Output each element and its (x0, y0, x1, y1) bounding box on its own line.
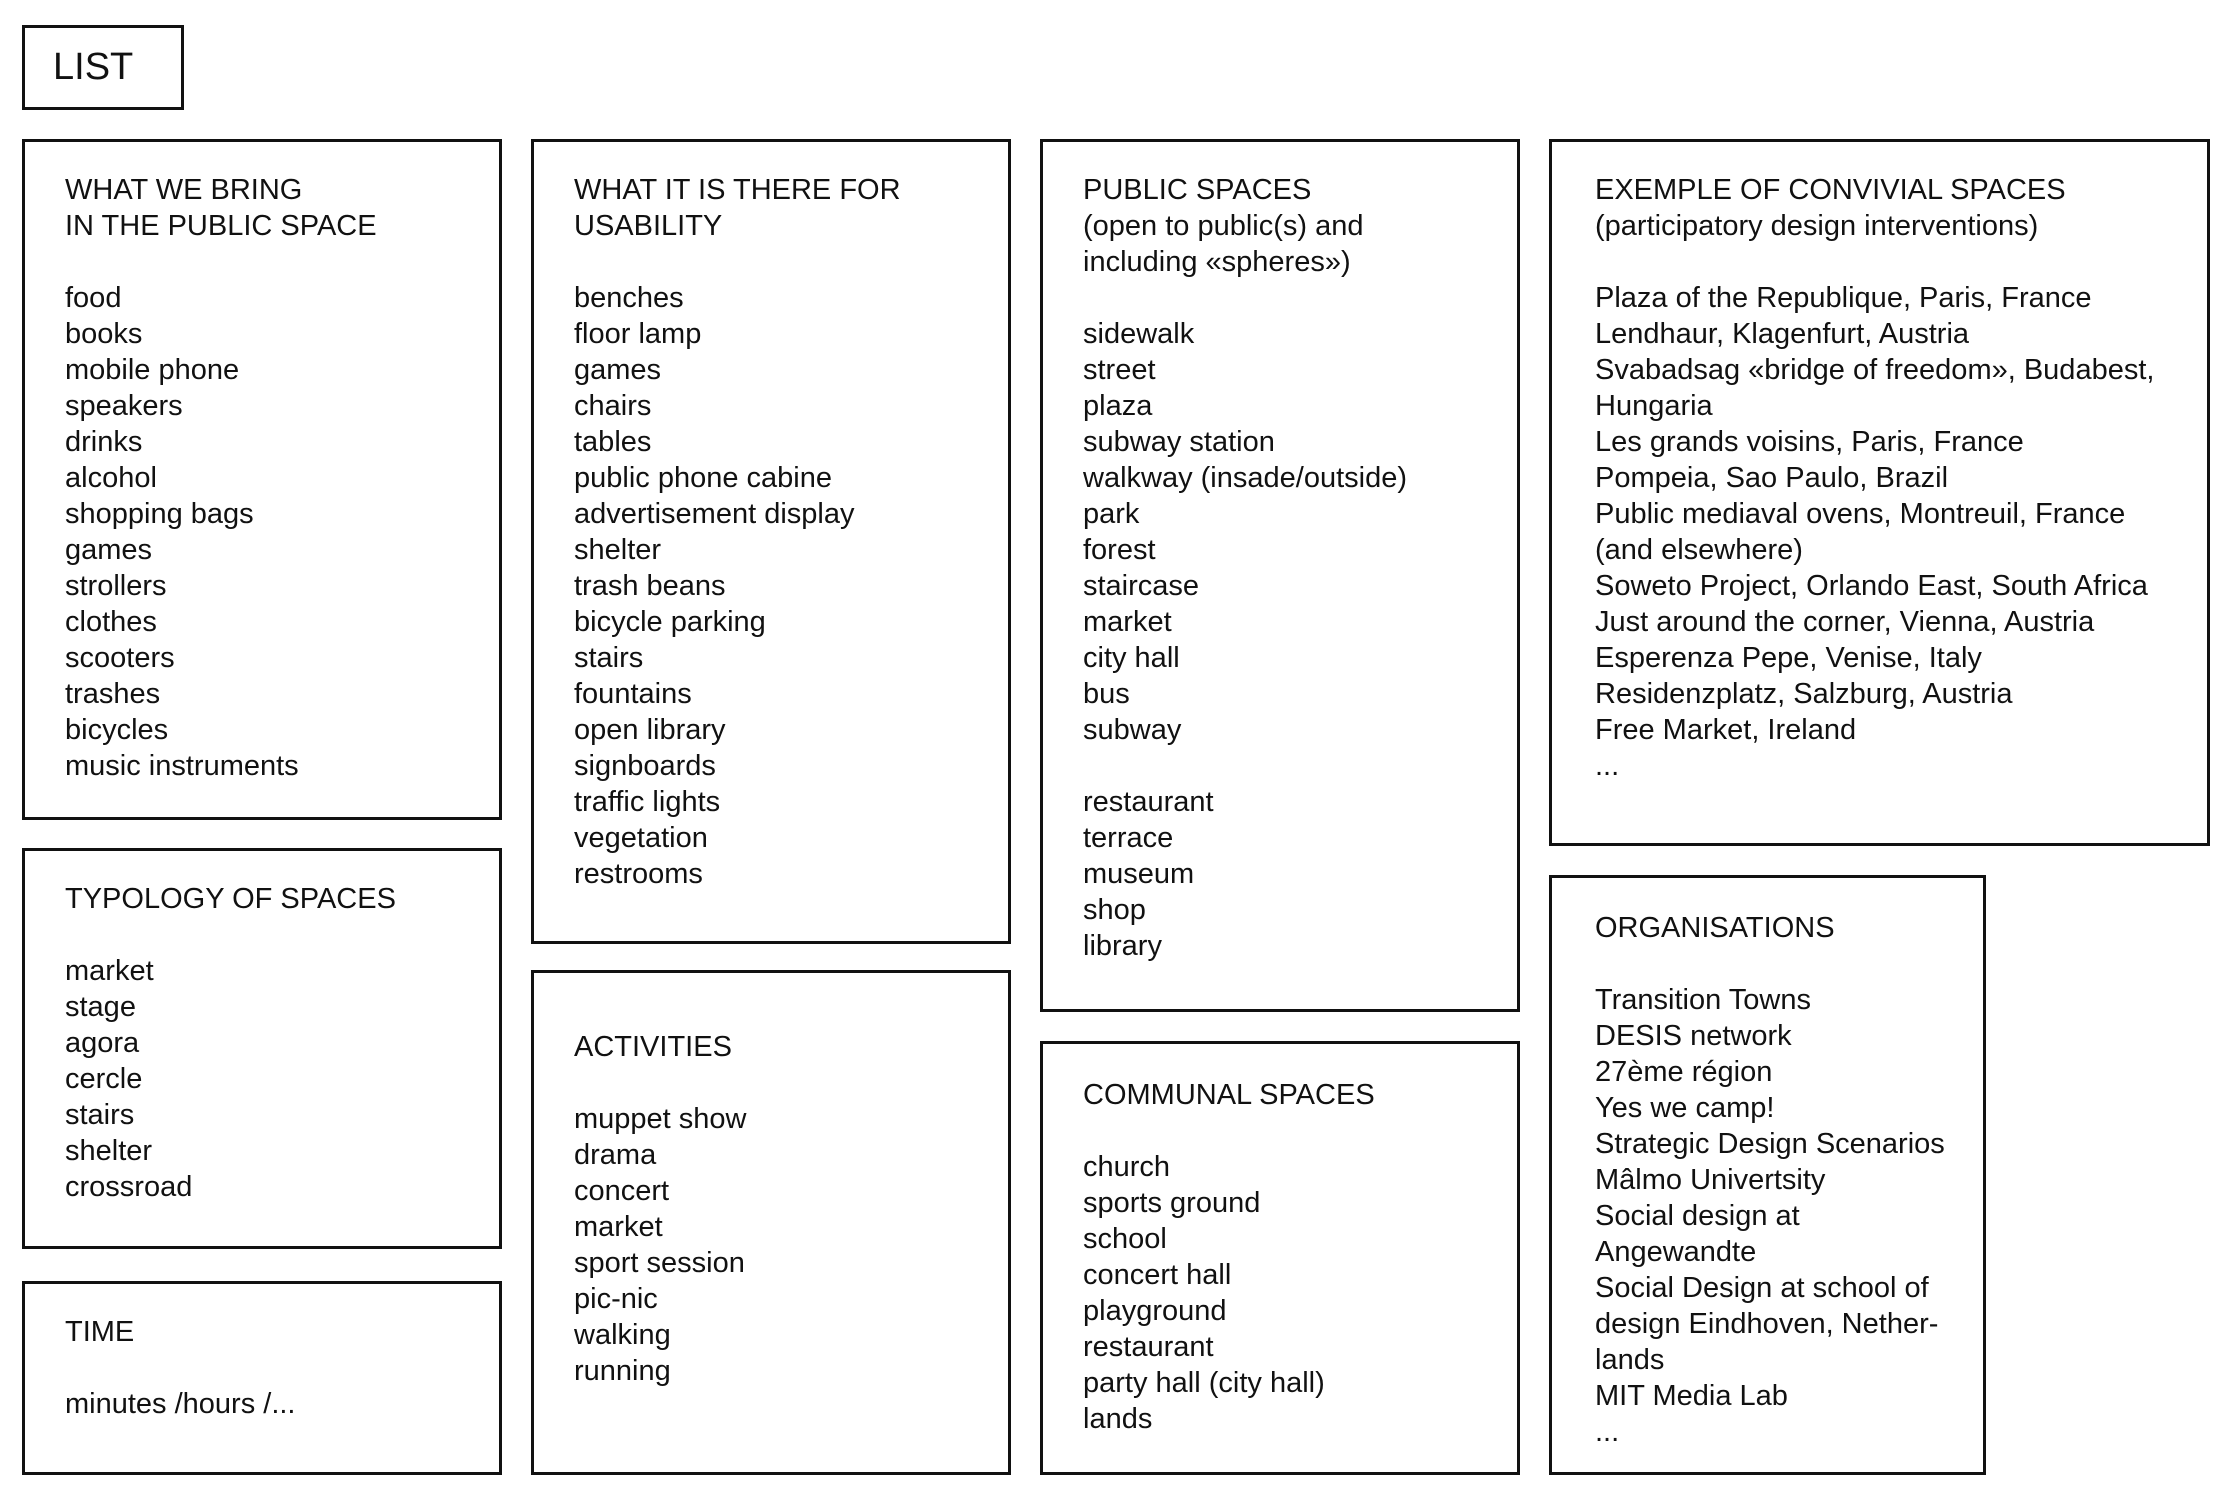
list-item: Transition Towns (1595, 984, 1811, 1016)
list-item: sport session (574, 1247, 745, 1279)
list-item: tables (574, 426, 652, 458)
list-item: shopping bags (65, 498, 254, 530)
list-item: market (65, 955, 154, 987)
list-item: forest (1083, 534, 1156, 566)
list-item: Free Market, Ireland (1595, 714, 1857, 746)
list-item: cercle (65, 1063, 143, 1095)
list-item: Svabadsag «bridge of freedom», Budabest, (1595, 354, 2155, 386)
list-item: crossroad (65, 1171, 193, 1203)
list-item: Esperenza Pepe, Venise, Italy (1595, 642, 1982, 674)
list-item: design Eindhoven, Nether- (1595, 1308, 1939, 1340)
item-list-secondary (1083, 784, 1517, 964)
list-item: street (1083, 354, 1156, 386)
list-item: chairs (574, 390, 652, 422)
list-item: advertisement display (574, 498, 855, 530)
card-heading: COMMUNAL SPACES (1083, 1079, 1375, 1111)
list-item: bicycle parking (574, 606, 766, 638)
card-heading: EXEMPLE OF CONVIVIAL SPACES (participatory design interventions) (1595, 174, 2066, 242)
list-item: restaurant (1083, 786, 1214, 818)
list-item: books (65, 318, 143, 350)
list-item: minutes /hours /... (65, 1388, 296, 1420)
list-item: concert hall (1083, 1259, 1232, 1291)
list-item: market (574, 1211, 663, 1243)
list-item: bicycles (65, 714, 169, 746)
list-item: museum (1083, 858, 1195, 890)
card-public-spaces (1040, 139, 1520, 1012)
list-item: school (1083, 1223, 1167, 1255)
list-item: benches (574, 282, 684, 314)
list-item: lands (1083, 1403, 1153, 1435)
list-item: music instruments (65, 750, 299, 782)
list-item: Social Design at school of (1595, 1272, 1929, 1304)
list-item: vegetation (574, 822, 708, 854)
list-item: (and elsewhere) (1595, 534, 1803, 566)
list-item: staircase (1083, 570, 1200, 602)
list-item: concert (574, 1175, 670, 1207)
list-item: strollers (65, 570, 167, 602)
list-item: library (1083, 930, 1162, 962)
card-typology-of-spaces (22, 848, 502, 1249)
list-item: agora (65, 1027, 140, 1059)
card-organisations (1549, 875, 1986, 1475)
list-item: drama (574, 1139, 657, 1171)
card-usability (531, 139, 1011, 944)
card-heading: WHAT IT IS THERE FOR USABILITY (574, 174, 901, 242)
list-item: subway (1083, 714, 1182, 746)
list-item: alcohol (65, 462, 157, 494)
card-heading: TYPOLOGY OF SPACES (65, 883, 396, 915)
list-item: stairs (574, 642, 644, 674)
list-item: muppet show (574, 1103, 747, 1135)
list-item: Mâlmo Univertsity (1595, 1164, 1826, 1196)
card-what-we-bring (22, 139, 502, 820)
list-item: food (65, 282, 122, 314)
card-convivial-spaces (1549, 139, 2210, 846)
list-item: MIT Media Lab (1595, 1380, 1788, 1412)
list-item: market (1083, 606, 1172, 638)
list-item: walkway (insade/outside) (1083, 462, 1407, 494)
list-item: playground (1083, 1295, 1227, 1327)
card-heading: PUBLIC SPACES (open to public(s) and including «spheres») (1083, 174, 1364, 278)
item-list (574, 280, 1008, 892)
list-item: shelter (574, 534, 662, 566)
card-heading: ORGANISATIONS (1595, 912, 1835, 944)
list-item: games (574, 354, 662, 386)
list-item: ... (1595, 750, 1620, 782)
item-list (574, 1101, 1008, 1389)
list-item: mobile phone (65, 354, 240, 386)
list-item: bus (1083, 678, 1130, 710)
list-item: Residenzplatz, Salzburg, Austria (1595, 678, 2013, 710)
list-item: Hungaria (1595, 390, 1713, 422)
list-item: clothes (65, 606, 157, 638)
list-item: signboards (574, 750, 716, 782)
item-list (65, 1386, 499, 1422)
list-item: lands (1595, 1344, 1665, 1376)
item-list (1083, 316, 1517, 748)
list-item: pic-nic (574, 1283, 658, 1315)
list-item: Public mediaval ovens, Montreuil, France (1595, 498, 2126, 530)
card-heading: WHAT WE BRING IN THE PUBLIC SPACE (65, 174, 377, 242)
list-item: walking (574, 1319, 671, 1351)
list-item: Pompeia, Sao Paulo, Brazil (1595, 462, 1949, 494)
card-communal-spaces (1040, 1041, 1520, 1475)
list-item: running (574, 1355, 671, 1387)
item-list (65, 953, 499, 1205)
list-item: subway station (1083, 426, 1275, 458)
list-item: church (1083, 1151, 1171, 1183)
list-item: trashes (65, 678, 161, 710)
list-item: traffic lights (574, 786, 721, 818)
item-list (1083, 1149, 1517, 1437)
list-item: trash beans (574, 570, 726, 602)
list-item: plaza (1083, 390, 1153, 422)
list-item: stairs (65, 1099, 135, 1131)
list-item: DESIS network (1595, 1020, 1792, 1052)
list-item: park (1083, 498, 1140, 530)
list-item: city hall (1083, 642, 1180, 674)
item-list (65, 280, 499, 784)
list-item: Just around the corner, Vienna, Austria (1595, 606, 2095, 638)
list-item: sidewalk (1083, 318, 1195, 350)
list-item: Strategic Design Scenarios (1595, 1128, 1945, 1160)
list-item: Les grands voisins, Paris, France (1595, 426, 2024, 458)
card-heading: ACTIVITIES (574, 1031, 732, 1063)
list-item: party hall (city hall) (1083, 1367, 1325, 1399)
page-title: LIST (53, 46, 134, 88)
list-item: fountains (574, 678, 692, 710)
list-item: stage (65, 991, 136, 1023)
list-item: restaurant (1083, 1331, 1214, 1363)
item-list (1595, 982, 1983, 1450)
list-item: Lendhaur, Klagenfurt, Austria (1595, 318, 1970, 350)
page-title-box (22, 25, 184, 110)
list-item: public phone cabine (574, 462, 832, 494)
item-list (1595, 280, 2207, 784)
list-item: sports ground (1083, 1187, 1261, 1219)
list-item: Plaza of the Republique, Paris, France (1595, 282, 2092, 314)
list-item: ... (1595, 1416, 1620, 1448)
list-item: Yes we camp! (1595, 1092, 1775, 1124)
list-item: Angewandte (1595, 1236, 1757, 1268)
list-item: Social design at (1595, 1200, 1800, 1232)
list-item: 27ème région (1595, 1056, 1773, 1088)
list-item: speakers (65, 390, 183, 422)
list-item: games (65, 534, 153, 566)
list-item: shelter (65, 1135, 153, 1167)
list-item: scooters (65, 642, 175, 674)
list-item: floor lamp (574, 318, 702, 350)
card-activities (531, 970, 1011, 1475)
list-item: open library (574, 714, 726, 746)
list-item: drinks (65, 426, 143, 458)
list-item: Soweto Project, Orlando East, South Africa (1595, 570, 2148, 602)
card-heading: TIME (65, 1316, 135, 1348)
list-item: shop (1083, 894, 1146, 926)
list-item: terrace (1083, 822, 1174, 854)
list-item: restrooms (574, 858, 703, 890)
card-time (22, 1281, 502, 1475)
